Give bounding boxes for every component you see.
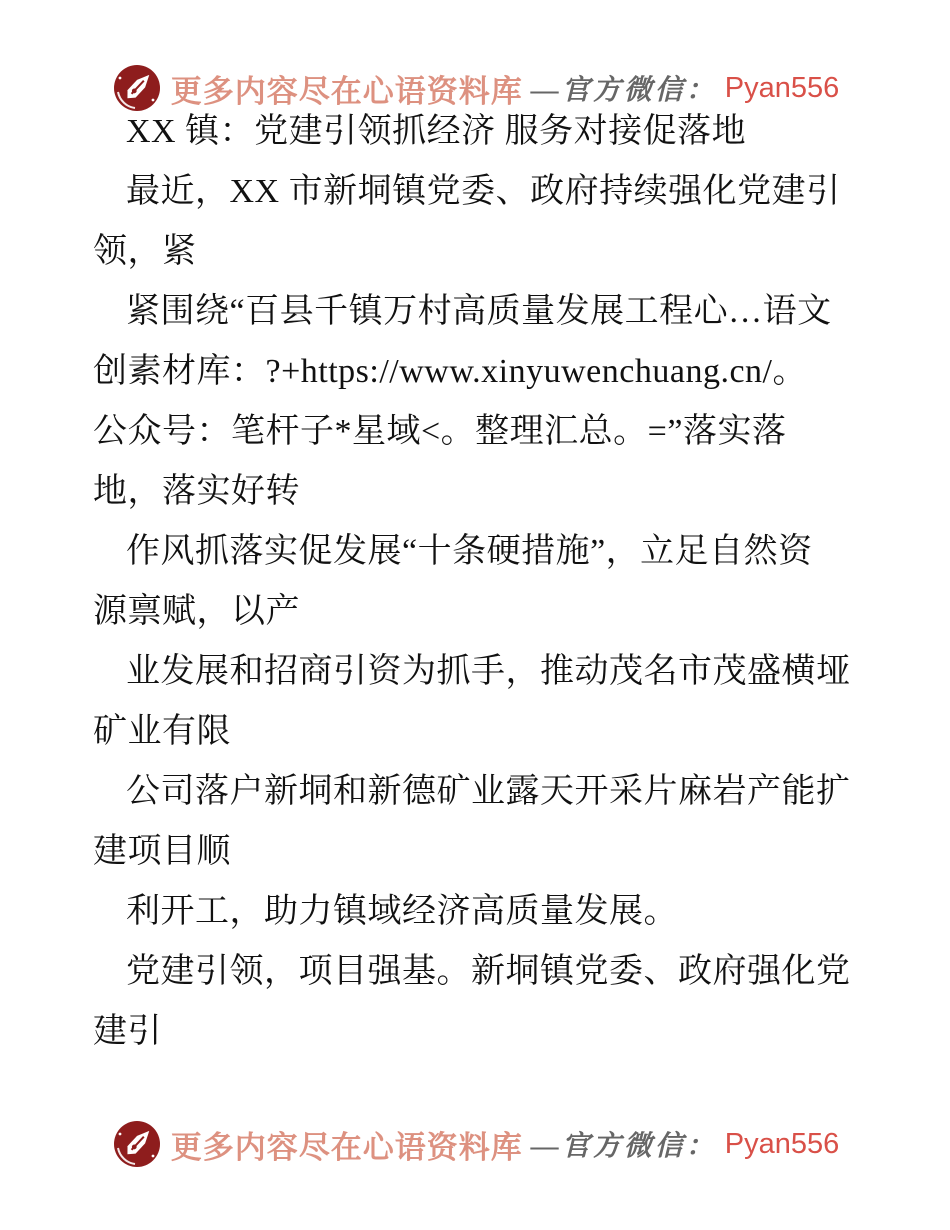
text-line: 源禀赋，以产: [93, 593, 300, 630]
text-line: 建项目顺: [93, 833, 231, 870]
brand-text: 更多内容尽在心语资料库: [170, 73, 523, 109]
wechat-label: —官方微信：: [530, 75, 717, 106]
text-line: XX 镇：党建引领抓经济 服务对接促落地: [126, 113, 747, 150]
text-line: 紧围绕“百县千镇万村高质量发展工程心…语文: [126, 293, 832, 330]
document-body: [93, 102, 870, 1062]
text-line: 建引: [93, 1013, 162, 1050]
text-line: 创素材库：?+https://www.xinyuwenchuang.cn/。: [93, 353, 807, 390]
text-line: 党建引领，项目强基。新垌镇党委、政府强化党: [126, 953, 851, 990]
brand-text: 更多内容尽在心语资料库: [170, 1129, 523, 1165]
text-line: 作风抓落实促发展“十条硬措施”，立足自然资: [126, 533, 813, 570]
wechat-id: Pyan556: [724, 71, 840, 104]
pen-logo-icon: [111, 1118, 163, 1170]
text-line: 矿业有限: [93, 713, 231, 750]
text-line: 最近，XX 市新垌镇党委、政府持续强化党建引: [126, 173, 841, 210]
text-line: 领，紧: [93, 233, 197, 270]
text-line: 公司落户新垌和新德矿业露天开采片麻岩产能扩: [126, 773, 851, 810]
text-line: 公众号：笔杆子*星域<。整理汇总。=”落实落: [93, 413, 787, 450]
text-line: 地，落实好转: [93, 473, 300, 510]
wechat-id: Pyan556: [724, 1127, 840, 1160]
wechat-label: —官方微信：: [530, 1131, 717, 1162]
footer-watermark: [0, 1114, 950, 1174]
text-line: 利开工，助力镇域经济高质量发展。: [126, 893, 678, 930]
text-line: 业发展和招商引资为抓手，推动茂名市茂盛横垭: [126, 653, 851, 690]
